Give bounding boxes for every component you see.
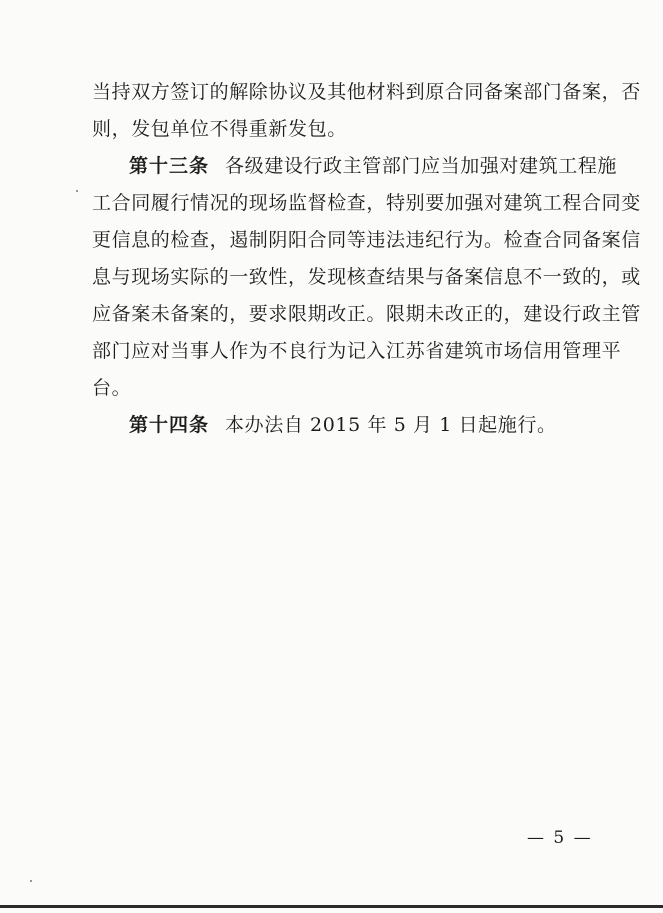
- article13-first-line: [129, 154, 617, 178]
- article13-line-3: 更信息的检查，遏制阴阳合同等违法违纪行为。检查合同备案信: [92, 229, 641, 251]
- scan-speck: [76, 190, 78, 192]
- article13-line-5: 应备案未备案的，要求限期改正。限期未改正的，建设行政主管: [92, 303, 641, 325]
- article13-first-line-text: 各级建设行政主管部门应当加强对建筑工程施: [225, 155, 618, 177]
- article14-line: [129, 413, 557, 437]
- scan-speck: [30, 880, 32, 882]
- article13-label: 第十三条: [129, 155, 210, 177]
- article13-line-7: 台。: [92, 377, 132, 399]
- article14-text: 本办法自 2015 年 5 月 1 日起施行。: [225, 414, 557, 436]
- article14-label: 第十四条: [129, 414, 210, 436]
- article13-line-2: 工合同履行情况的现场监督检查，特别要加强对建筑工程合同变: [92, 192, 641, 214]
- page-number: — 5 —: [527, 828, 593, 848]
- bottom-edge-line: [0, 905, 663, 908]
- paragraph1-line-2: 则，发包单位不得重新发包。: [92, 118, 347, 140]
- paragraph1-line-1: 当持双方签订的解除协议及其他材料到原合同备案部门备案，否: [92, 81, 641, 103]
- article13-line-6: 部门应对当事人作为不良行为记入江苏省建筑市场信用管理平: [92, 340, 622, 362]
- article13-line-4: 息与现场实际的一致性，发现核查结果与备案信息不一致的，或: [92, 266, 641, 288]
